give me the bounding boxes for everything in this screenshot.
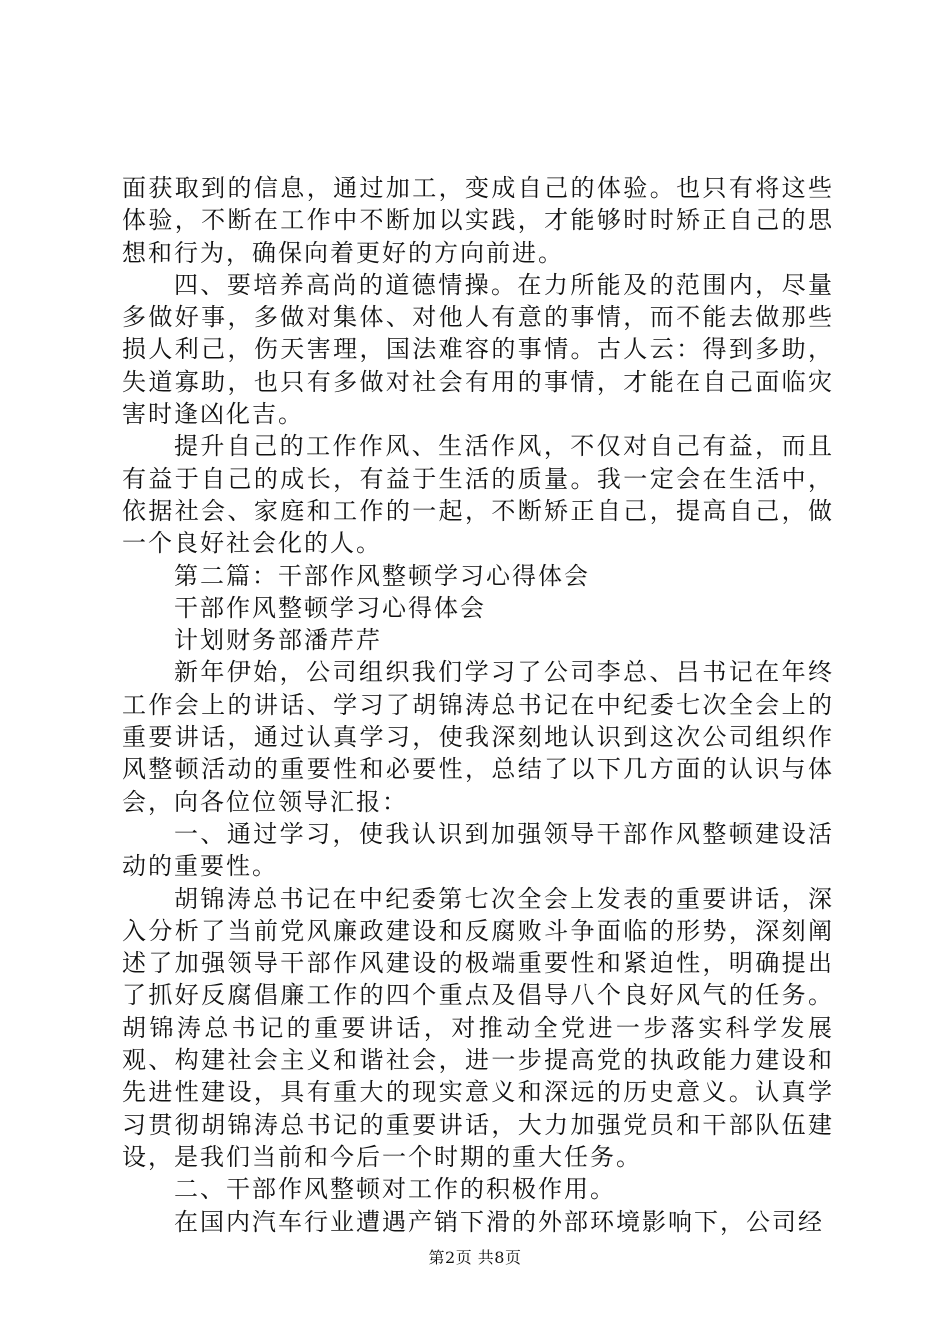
author-line: 计划财务部潘芹芹 xyxy=(174,626,382,655)
section-heading: 第二篇：干部作风整顿学习心得体会 xyxy=(174,561,590,590)
page-number-footer: 第2页 共8页 xyxy=(428,1248,522,1267)
paragraph: 提升自己的工作作风、生活作风，不仅对自己有益，而且有益于自己的成长，有益于生活的质量。我一定会在生活中，依据社会、家庭和工作的一起，不断矫正自己，提高自己，做一个良好社会化的人。 xyxy=(122,432,834,558)
paragraph: 新年伊始，公司组织我们学习了公司李总、吕书记在年终工作会上的讲话、学习了胡锦涛总书记在中纪委七次全会上的重要讲话，通过认真学习，使我深刻地认识到这次公司组织作风整顿活动的重要性和必要性，总结了以下几方面的认识与体会，向各位位领导汇报： xyxy=(122,658,834,816)
paragraph: 面获取到的信息，通过加工，变成自己的体验。也只有将这些体验，不断在工作中不断加以实践，才能够时时矫正自己的思想和行为，确保向着更好的方向前进。 xyxy=(122,174,834,267)
paragraph: 二、干部作风整顿对工作的积极作用。 xyxy=(174,1175,616,1204)
article-title: 干部作风整顿学习心得体会 xyxy=(174,593,486,622)
paragraph: 胡锦涛总书记在中纪委第七次全会上发表的重要讲话，深入分析了当前党风廉政建设和反腐败斗争面临的形势，深刻阐述了加强领导干部作风建设的极端重要性和紧迫性，明确提出了抓好反腐倡廉工作的四个重点及倡导八个良好风气的任务。胡锦涛总书记的重要讲话，对推动全党进一步落实科学发展观、构建社会主义和谐社会，进一步提高党的执政能力建设和先进性建设，具有重大的现实意义和深远的历史意义。认真学习贯彻胡锦涛总书记的重要讲话，大力加强党员和干部队伍建设，是我们当前和今后一个时期的重大任务。 xyxy=(122,884,834,1171)
document-body xyxy=(122,172,834,1238)
paragraph: 四、要培养高尚的道德情操。在力所能及的范围内，尽量多做好事，多做对集体、对他人有意的事情，而不能去做那些损人利己，伤天害理，国法难容的事情。古人云：得到多助，失道寡助，也只有多做对社会有用的事情，才能在自己面临灾害时逢凶化吉。 xyxy=(122,270,834,429)
paragraph: 一、通过学习，使我认识到加强领导干部作风整顿建设活动的重要性。 xyxy=(122,819,834,881)
paragraph: 在国内汽车行业遭遇产销下滑的外部环境影响下，公司经 xyxy=(174,1207,824,1236)
